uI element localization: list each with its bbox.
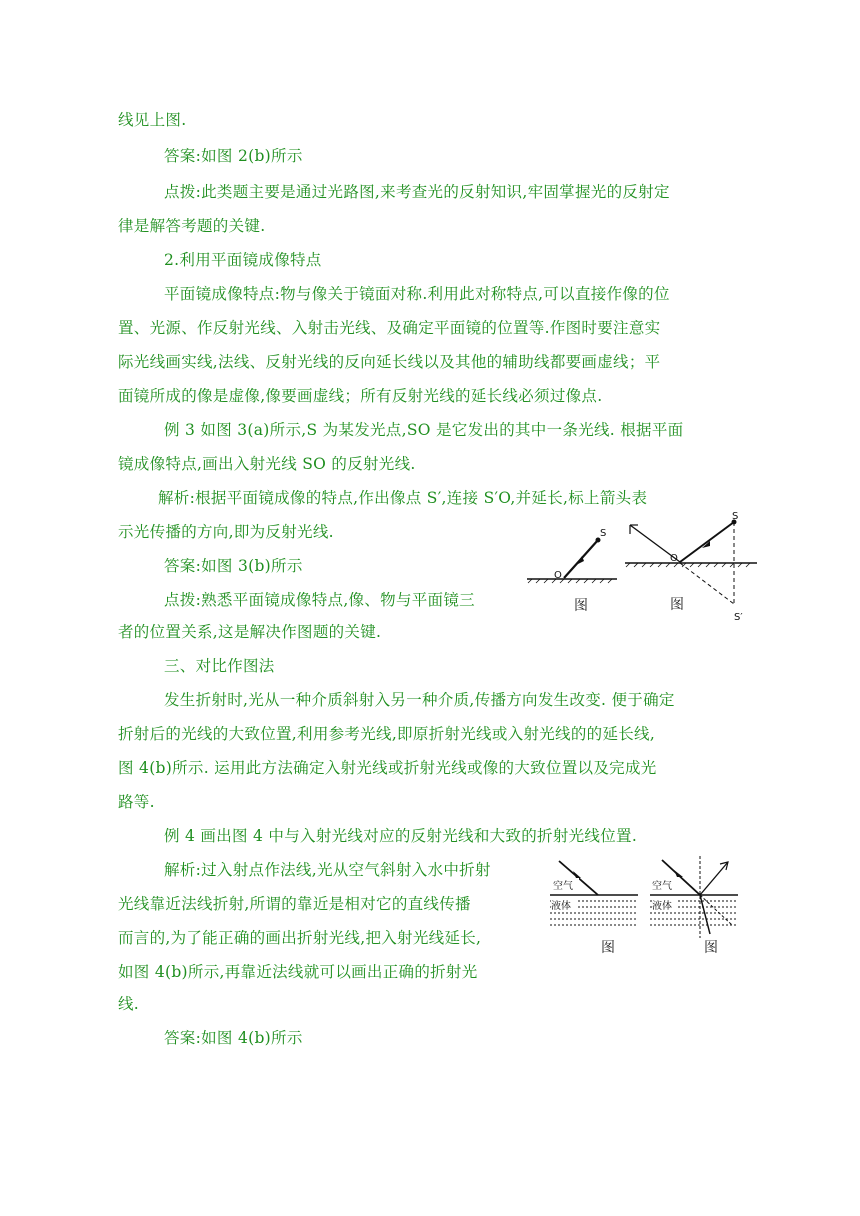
text-line: 线.: [118, 995, 140, 1013]
label-s: S: [600, 528, 607, 539]
section-heading: 三、对比作图法: [164, 657, 275, 675]
figure-3b: [622, 510, 760, 625]
text-line: 者的位置关系,这是解决作图题的关键.: [118, 623, 382, 641]
text-line: 图 4(b)所示. 运用此方法确定入射光线或折射光线或像的大致位置以及完成光: [118, 759, 657, 777]
text-line: 镜成像特点,画出入射光线 SO 的反射光线.: [118, 455, 416, 473]
label-liquid: 液体: [551, 901, 571, 912]
text-line: 路等.: [118, 793, 155, 811]
example-line: 例 3 如图 3(a)所示,S 为某发光点,SO 是它发出的其中一条光线. 根据平面: [164, 421, 684, 439]
figure-caption: 图: [601, 940, 615, 956]
label-o: O: [670, 553, 678, 564]
text-line: 线见上图.: [118, 111, 187, 129]
extension-line: [680, 563, 734, 604]
text-line: 示光传播的方向,即为反射光线.: [118, 523, 334, 541]
text-line: 点拨:此类题主要是通过光路图,来考查光的反射知识,牢固掌握光的反射定: [164, 183, 670, 201]
label-o: O: [554, 570, 562, 581]
text-line: 平面镜成像特点:物与像关于镜面对称.利用此对称特点,可以直接作像的位: [164, 285, 670, 303]
answer-line: 答案:如图 2(b)所示: [164, 147, 303, 165]
label-air: 空气: [652, 881, 672, 892]
label-s: S: [732, 511, 739, 522]
text-line: 折射后的光线的大致位置,利用参考光线,即原折射光线或入射光线的的延长线,: [118, 725, 656, 743]
incident-ray: [680, 522, 734, 562]
figure-caption: 图: [574, 598, 588, 614]
text-line: 而言的,为了能正确的画出折射光线,把入射光线延长,: [118, 929, 482, 947]
answer-line: 答案:如图 4(b)所示: [164, 1029, 303, 1047]
answer-line: 答案:如图 3(b)所示: [164, 557, 303, 575]
figure-4a: [545, 856, 643, 960]
reflected-ray: [700, 862, 728, 895]
text-line: 如图 4(b)所示,再靠近法线就可以画出正确的折射光: [118, 963, 478, 981]
refracted-ray: [700, 895, 710, 934]
text-line: 发生折射时,光从一种介质斜射入另一种介质,传播方向发生改变. 便于确定: [164, 691, 675, 709]
figure-caption: 图: [704, 940, 718, 956]
text-line: 光线靠近法线折射,所谓的靠近是相对它的直线传播: [118, 895, 471, 913]
label-air: 空气: [553, 881, 573, 892]
example-line: 例 4 画出图 4 中与入射光线对应的反射光线和大致的折射光线位置.: [164, 827, 638, 845]
text-line: 际光线画实线,法线、反射光线的反向延长线以及其他的辅助线都要画虚线；平: [118, 353, 661, 371]
text-line: 点拨:熟悉平面镜成像特点,像、物与平面镜三: [164, 591, 475, 609]
text-line: 解析:根据平面镜成像的特点,作出像点 S′,连接 S′O,并延长,标上箭头表: [158, 489, 648, 507]
text-line: 面镜所成的像是虚像,像要画虚线；所有反射光线的延长线必须过像点.: [118, 387, 603, 405]
text-line: 置、光源、作反射光线、入射击光线、及确定平面镜的位置等.作图时要注意实: [118, 319, 661, 337]
extension-line: [700, 895, 732, 925]
figure-4b: [646, 852, 744, 960]
text-line: 解析:过入射点作法线,光从空气斜射入水中折射: [164, 861, 491, 879]
figure-3a: [522, 518, 622, 618]
text-line: 律是解答考题的关键.: [118, 217, 266, 235]
figure-caption: 图: [670, 597, 684, 613]
label-s-image: S′: [734, 612, 743, 623]
section-heading: 2.利用平面镜成像特点: [164, 251, 322, 269]
label-liquid: 液体: [652, 901, 672, 912]
